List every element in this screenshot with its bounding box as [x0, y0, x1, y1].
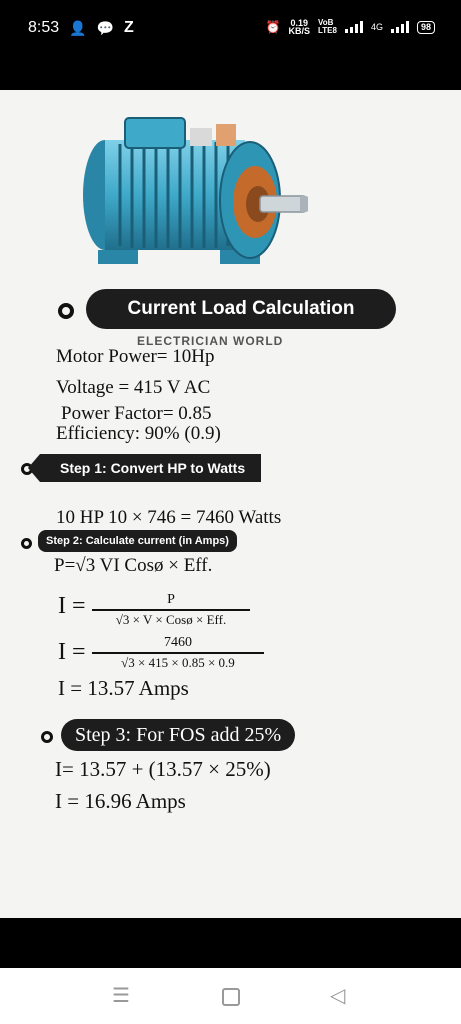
signal-icon-2 — [391, 21, 409, 33]
volte-indicator — [318, 19, 337, 35]
status-bar — [0, 0, 461, 90]
fraction-1 — [92, 592, 250, 628]
alarm-icon: ⏰ — [265, 20, 281, 34]
fraction-2-numerator: 7460 — [164, 635, 192, 650]
home-icon[interactable] — [222, 988, 240, 1006]
fraction-1-numerator: P — [167, 592, 175, 607]
fraction-1-denominator: √3 × V × Cosø × Eff. — [115, 612, 227, 627]
navigation-bar — [0, 968, 461, 1024]
signal-icon — [345, 21, 363, 33]
watermark: ELECTRICIAN WORLD — [137, 334, 284, 348]
eq-prefix-2: I = — [58, 639, 86, 665]
fraction-2-bar — [92, 652, 264, 654]
z-notification-icon: Z — [124, 19, 134, 36]
page-title: Current Load Calculation — [86, 289, 396, 329]
person-add-icon: 👤 — [69, 19, 87, 36]
step1-label: Step 1: Convert HP to Watts — [40, 454, 261, 482]
content-image — [0, 90, 461, 918]
bullet-marker — [21, 538, 32, 549]
back-icon[interactable]: ◁ — [330, 985, 346, 1007]
fraction-2 — [92, 635, 264, 671]
param-efficiency: Efficiency: 90% (0.9) — [56, 423, 221, 444]
bullet-marker — [41, 731, 53, 743]
volte-line-2: LTE8 — [318, 26, 337, 35]
step2-formula: P=√3 VI Cosø × Eff. — [54, 555, 213, 576]
param-voltage: Voltage = 415 V AC — [56, 377, 211, 398]
param-motor-power: Motor Power= 10Hp — [56, 346, 215, 367]
net-speed-value: 0.19 — [290, 18, 308, 28]
net-speed — [288, 19, 310, 35]
step2-label: Step 2: Calculate current (in Amps) — [38, 530, 237, 552]
chat-icon: 💬 — [96, 19, 115, 36]
menu-icon[interactable]: ☰ — [112, 985, 130, 1007]
step3-result: I = 16.96 Amps — [55, 789, 186, 813]
step3-label: Step 3: For FOS add 25% — [61, 719, 295, 751]
bullet-marker — [58, 303, 74, 319]
param-power-factor: Power Factor= 0.85 — [61, 403, 212, 424]
volte-line-1: VoB — [318, 18, 334, 27]
battery-icon: 98 — [417, 21, 435, 34]
clock: 8:53 — [28, 19, 60, 36]
step1-calc: 10 HP 10 × 746 = 7460 Watts — [56, 507, 282, 528]
step3-calc: I= 13.57 + (13.57 × 25%) — [55, 757, 271, 781]
fraction-2-denominator: √3 × 415 × 0.85 × 0.9 — [121, 655, 235, 670]
network-type: 4G — [370, 22, 383, 32]
electric-motor-icon — [70, 110, 320, 290]
net-speed-unit: KB/S — [288, 26, 310, 36]
step2-result: I = 13.57 Amps — [58, 676, 189, 700]
status-right — [266, 19, 435, 35]
status-left — [28, 19, 134, 37]
eq-prefix-1: I = — [58, 593, 86, 619]
fraction-1-bar — [92, 609, 250, 611]
